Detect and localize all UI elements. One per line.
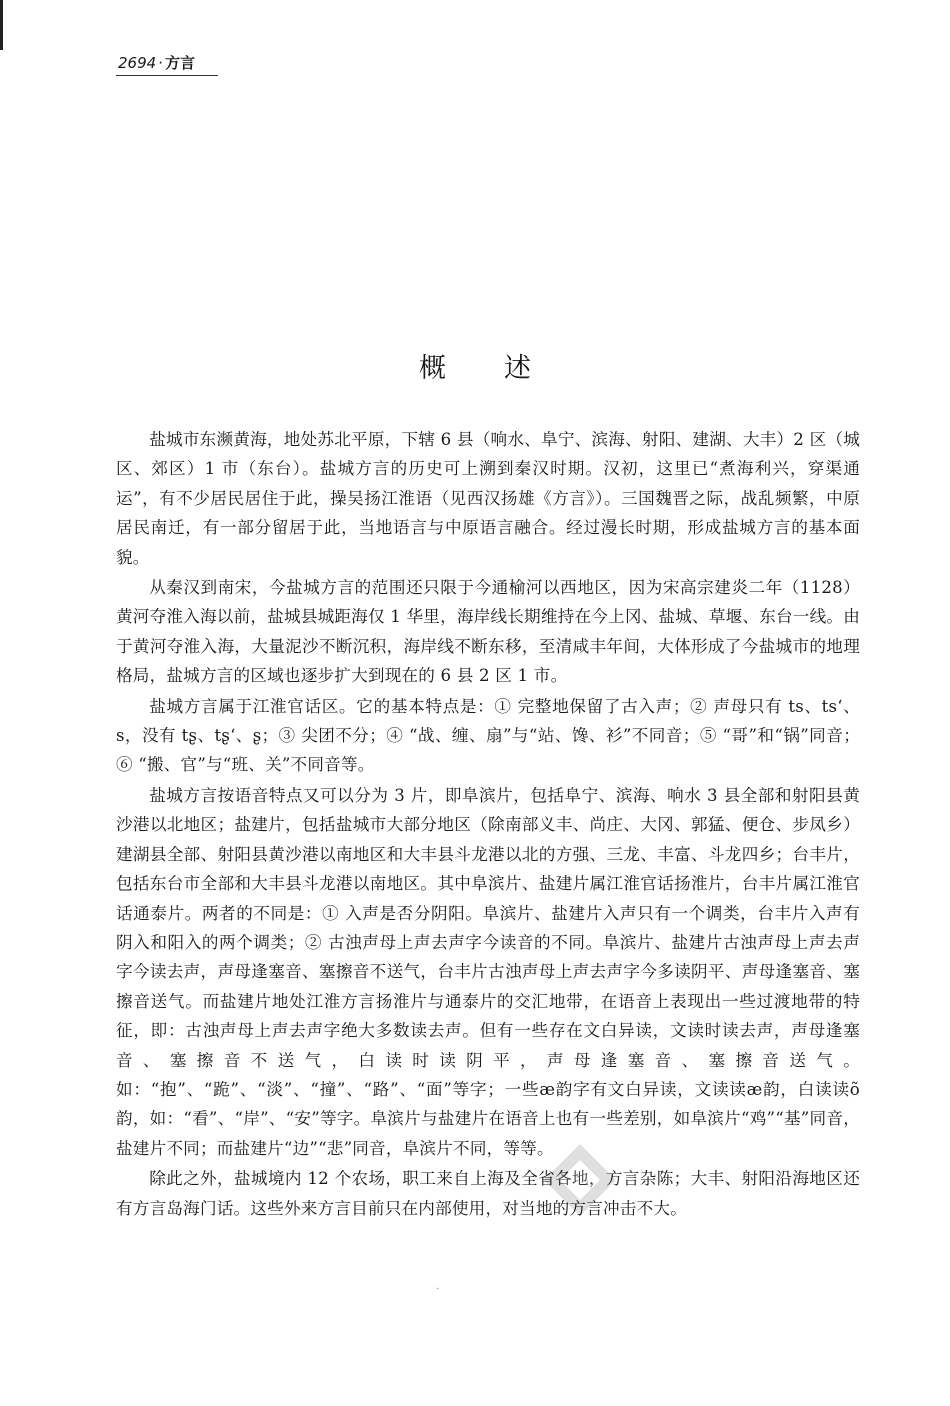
paragraph-1: 盐城市东濒黄海，地处苏北平原，下辖 6 县（响水、阜宁、滨海、射阳、建湖、大丰）2 区（城区、郊区）1 市（东台）。盐城方言的历史可上溯到秦汉时期。汉初，这里已“煮海利兴，穿渠通运”，有不少居民居住于此，操吴扬江淮语（见西汉扬雄《方言》）。三国魏晋之际，战乱频繁，中原居民南迁，有一部分留居于此，当地语言与中原语言融合。经过漫长时期，形成盐城方言的基本面貌。 [116,430,860,567]
running-head-rule [116,75,218,76]
paragraph-4: 盐城方言按语音特点又可以分为 3 片，即阜滨片，包括阜宁、滨海、响水 3 县全部和射阳县黄沙港以北地区；盐建片，包括盐城市大部分地区（除南部义丰、尚庄、大冈、郭猛、便仓、步凤乡）建湖县全部、射阳县黄沙港以南地区和大丰县斗龙港以北的方强、三龙、丰富、斗龙四乡；台丰片，包括东台市全部和大丰县斗龙港以南地区。其中阜滨片、盐建片属江淮官话扬淮片，台丰片属江淮官话通泰片。两者的不同是：① 入声是否分阴阳。阜滨片、盐建片入声只有一个调类，台丰片入声有阴入和阳入的两个调类；② 古浊声母上声去声字今读音的不同。阜滨片、盐建片古浊声母上声去声字今读去声，声母逢塞音、塞擦音不送气，台丰片古浊声母上声去声字今多读阴平、声母逢塞音、塞擦音送气。而盐建片地处江淮方言扬淮片与通泰片的交汇地带，在语音上表现出一些过渡地带的特征，即：古浊声母上声去声字绝大多数读去声。但有一些存在文白异读，文读时读去声，声母逢塞音、塞擦音不送气，白读时读阴平，声母逢塞音、塞擦音送气。如：“抱”、“跪”、“淡”、“撞”、“路”、“面”等字；一些æ韵字有文白异读，文读读æ韵，白读读õ韵，如：“看”、“岸”、“安”等字。阜滨片与盐建片在语音上也有一些差别，如阜滨片“鸡”“基”同音，盐建片不同；而盐建片“边”“悲”同音，阜滨片不同，等等。 [116,785,860,1158]
page-number: 2694 [118,54,157,72]
watermark-logo-icon [540,1140,620,1220]
scan-edge-line [0,0,3,50]
paragraph-3: 盐城方言属于江淮官话区。它的基本特点是：① 完整地保留了古入声；② 声母只有 ts、ts‘、s，没有 tʂ、tʂ‘、ʂ；③ 尖团不分；④ “战、缠、扇”与“站、馋、衫”不同音；⑤ “哥”和“锅”同音；⑥ “搬、官”与“班、关”不同音等。 [116,696,860,775]
running-head-section: 方言 [164,54,195,72]
footer-mark: · [436,1284,440,1295]
running-head-separator: · [158,54,163,72]
running-head [118,52,195,73]
body-text [116,425,860,1223]
chapter-title: 概述 [419,353,589,384]
paragraph-2: 从秦汉到南宋，今盐城方言的范围还只限于今通榆河以西地区，因为宋高宗建炎二年（1128）黄河夺淮入海以前，盐城县城距海仅 1 华里，海岸线长期维持在今上冈、盐城、草堰、东台一线。由于黄河夺淮入海，大量泥沙不断沉积，海岸线不断东移，至清咸丰年间，大体形成了今盐城市的地理格局，盐城方言的区域也逐步扩大到现在的 6 县 2 区 1 市。 [116,578,860,686]
paragraph-5: 除此之外，盐城境内 12 个农场，职工来自上海及全省各地，方言杂陈；大丰、射阳沿海地区还有方言岛海门话。这些外来方言目前只在内部使用，对当地的方言冲击不大。 [116,1169,860,1218]
